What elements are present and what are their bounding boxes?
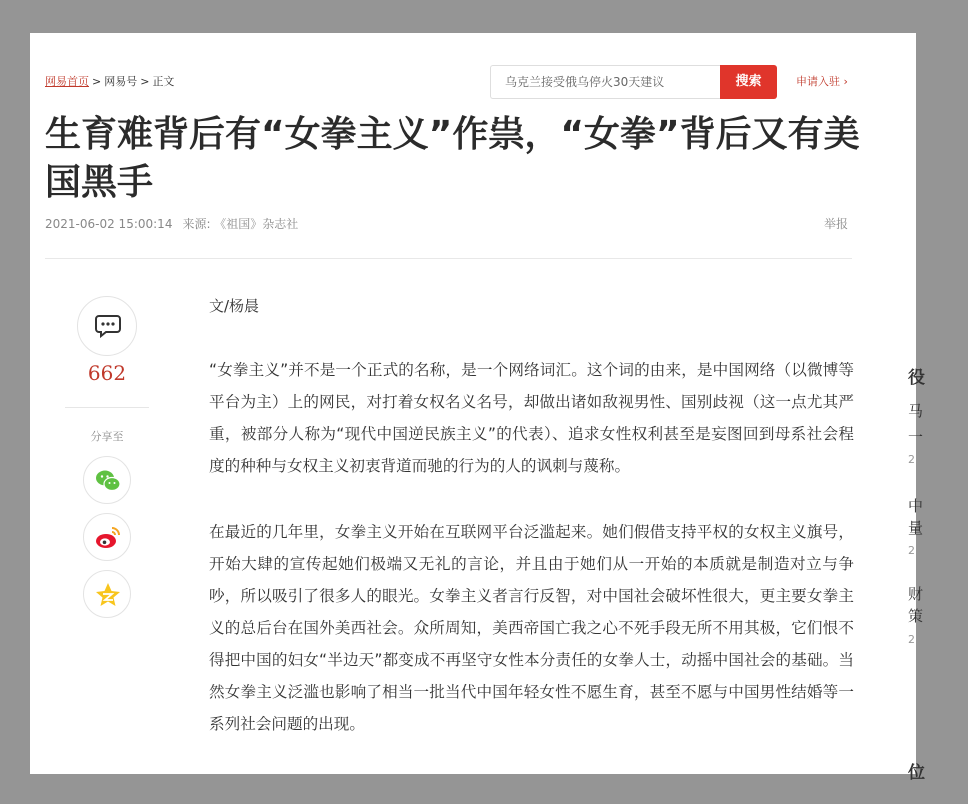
related-item-title[interactable]: 一 (908, 428, 924, 446)
sidebar-divider (65, 407, 149, 408)
article-datetime: 2021-06-02 15:00:14 (45, 217, 173, 231)
share-label: 分享至 (90, 430, 124, 443)
related-item-time: 2 (908, 544, 915, 557)
comment-bubble-icon (95, 314, 121, 338)
related-item-time: 2 (908, 453, 915, 466)
article-title: 生育难背后有“女拳主义”作祟，“女拳”背后又有美国黑手 (45, 114, 860, 203)
qzone-star-icon (95, 582, 121, 608)
related-item-time: 2 (908, 633, 915, 646)
article-body (209, 292, 854, 740)
related-news-column (908, 33, 968, 783)
share-weibo-button[interactable] (83, 513, 131, 561)
breadcrumb-section-link[interactable]: 网易号 (104, 75, 138, 88)
report-link[interactable]: 举报 (824, 217, 849, 231)
related-item-title[interactable]: 中 (908, 497, 924, 515)
breadcrumb (45, 73, 174, 89)
article-author: 文/杨晨 (209, 297, 260, 315)
article-meta (45, 215, 298, 232)
weibo-icon (95, 525, 121, 551)
related-section-heading: 役 (908, 368, 925, 388)
related-item-title[interactable]: 量 (908, 519, 924, 537)
breadcrumb-current: 正文 (152, 75, 175, 88)
article-source[interactable]: 来源: 《祖国》杂志社 (182, 217, 299, 231)
breadcrumb-home-link[interactable]: 网易首页 (45, 75, 89, 88)
article-paragraph: 在最近的几年里，女拳主义开始在互联网平台泛滥起来。她们假借支持平权的女权主义旗号，开始大肆的宣传起她们极端又无礼的言论，并且由于她们从一开始的本质就是制造对立与争吵，所以吸引了很多人的眼光。女拳主义者言行反智，对中国社会破坏性很大，更主要女拳主义的总后台在国外美西社会。众所周知，美西帝国亡我之心不死手段无所不用其极，它们恨不得把中国的妇女“半边天”都变成不再坚守女性本分责任的女拳人士，动摇中国社会的基础。当然女拳主义泛滥也影响了相当一批当代中国年轻女性不愿生育，甚至不愿与中国男性结婚等一系列社会问题的出现。 (209, 523, 854, 733)
comment-button[interactable] (77, 296, 137, 356)
apply-join-link[interactable]: 申请入驻 › (796, 75, 848, 88)
share-qzone-button[interactable] (83, 570, 131, 618)
search-input[interactable]: 乌克兰接受俄乌停火30天建议 (490, 65, 720, 99)
article-paragraph: “女拳主义”并不是一个正式的名称，是一个网络词汇。这个词的由来，是中国网络（以微博等平台为主）上的网民，对打着女权名义名号，却做出诸如敌视男性、国别歧视（这一点尤其严重，被部分人称为“现代中国逆民族主义”的代表）、追求女性权利甚至是妄图回到母系社会程度的种种与女权主义初衷背道而驰的行为的人的讽刺与蔑称。 (209, 361, 854, 475)
breadcrumb-separator: > (140, 75, 150, 88)
breadcrumb-separator: > (92, 75, 102, 88)
share-wechat-button[interactable] (83, 456, 131, 504)
related-section-heading: 位 (908, 763, 925, 783)
search-button[interactable]: 搜索 (720, 65, 777, 99)
comment-count[interactable]: 662 (87, 361, 127, 385)
related-item-title[interactable]: 策 (908, 607, 924, 625)
related-item-title[interactable]: 财 (908, 585, 924, 603)
wechat-icon (95, 468, 121, 494)
article-page (30, 33, 925, 783)
related-item-title[interactable]: 马 (908, 402, 924, 420)
header-divider (45, 258, 852, 259)
